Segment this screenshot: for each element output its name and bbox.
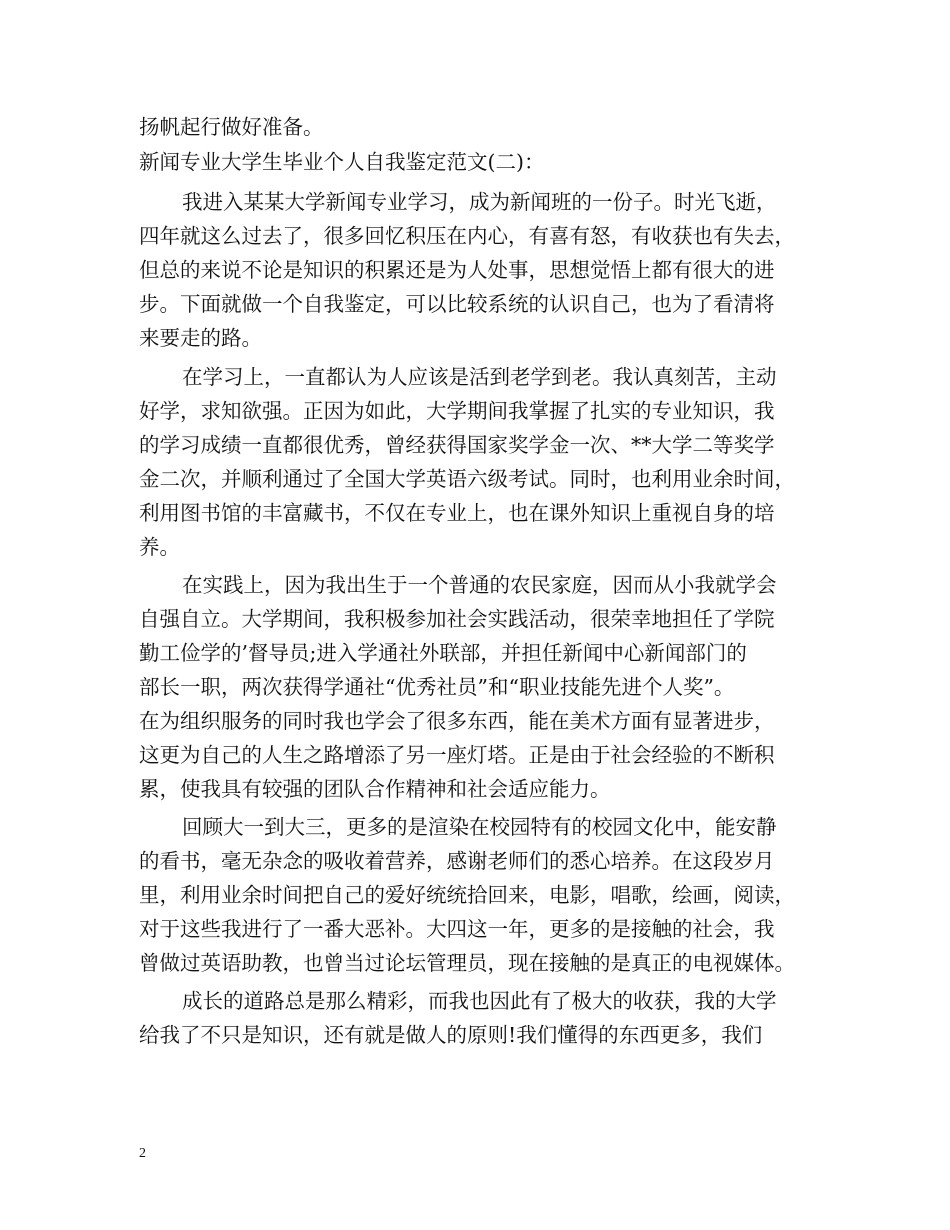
paragraph-1-line: 但总的来说不论是知识的积累还是为人处事，思想觉悟上都有很大的进 xyxy=(139,258,775,282)
paragraph-3-line: 勤工俭学的’督导员;进入学通社外联部，并担任新闻中心新闻部门的 xyxy=(139,641,747,665)
page-number: 2 xyxy=(139,1146,146,1161)
paragraph-1-line: 来要走的路。 xyxy=(139,326,262,350)
paragraph-2-line: 利用图书馆的丰富藏书，不仅在专业上，也在课外知识上重视自身的培 xyxy=(139,501,775,525)
paragraph-4-line: 里，利用业余时间把自己的爱好统统拾回来，电影，唱歌，绘画，阅读， xyxy=(139,883,795,907)
paragraph-5-line: 成长的道路总是那么精彩，而我也因此有了极大的收获，我的大学 xyxy=(182,989,777,1013)
section-heading: 新闻专业大学生毕业个人自我鉴定范文(二)： xyxy=(139,150,545,174)
paragraph-1-line: 步。下面就做一个自我鉴定，可以比较系统的认识自己，也为了看清将 xyxy=(139,292,775,316)
paragraph-4-line: 曾做过英语助教，也曾当过论坛管理员，现在接触的是真正的电视媒体。 xyxy=(139,951,795,975)
paragraph-3-line: 部长一职，两次获得学通社“优秀社员”和“职业技能先进个人奖”。 xyxy=(139,675,735,699)
paragraph-2-line: 金二次，并顺利通过了全国大学英语六级考试。同时，也利用业余时间， xyxy=(139,467,795,491)
paragraph-1-line: 四年就这么过去了，很多回忆积压在内心，有喜有怒，有收获也有失去， xyxy=(139,224,795,248)
paragraph-4-line: 回顾大一到大三，更多的是渲染在校园特有的校园文化中，能安静 xyxy=(182,815,777,839)
paragraph-3-line: 在实践上，因为我出生于一个普通的农民家庭，因而从小我就学会 xyxy=(182,573,777,597)
paragraph-2-line: 的学习成绩一直都很优秀，曾经获得国家奖学金一次、**大学二等奖学 xyxy=(139,433,775,457)
paragraph-3-line: 在为组织服务的同时我也学会了很多东西，能在美术方面有显著进步， xyxy=(139,709,775,733)
paragraph-3-line: 累，使我具有较强的团队合作精神和社会适应能力。 xyxy=(139,777,611,801)
paragraph-3-line: 这更为自己的人生之路增添了另一座灯塔。正是由于社会经验的不断积 xyxy=(139,743,775,767)
paragraph-2-line: 好学，求知欲强。正因为如此，大学期间我掌握了扎实的专业知识，我 xyxy=(139,399,775,423)
paragraph-5-line: 给我了不只是知识，还有就是做人的原则!我们懂得的东西更多，我们 xyxy=(139,1023,763,1047)
paragraph-1-line: 我进入某某大学新闻专业学习，成为新闻班的一份子。时光飞逝， xyxy=(182,190,777,214)
paragraph-2-line: 在学习上，一直都认为人应该是活到老学到老。我认真刻苦，主动 xyxy=(182,365,777,389)
paragraph-4-line: 对于这些我进行了一番大恶补。大四这一年，更多的是接触的社会，我 xyxy=(139,917,775,941)
paragraph-3-line: 自强自立。大学期间，我积极参加社会实践活动，很荣幸地担任了学院 xyxy=(139,607,775,631)
text-line: 扬帆起行做好准备。 xyxy=(139,115,324,139)
paragraph-2-line: 养。 xyxy=(139,535,180,559)
paragraph-4-line: 的看书，毫无杂念的吸收着营养，感谢老师们的悉心培养。在这段岁月 xyxy=(139,849,775,873)
